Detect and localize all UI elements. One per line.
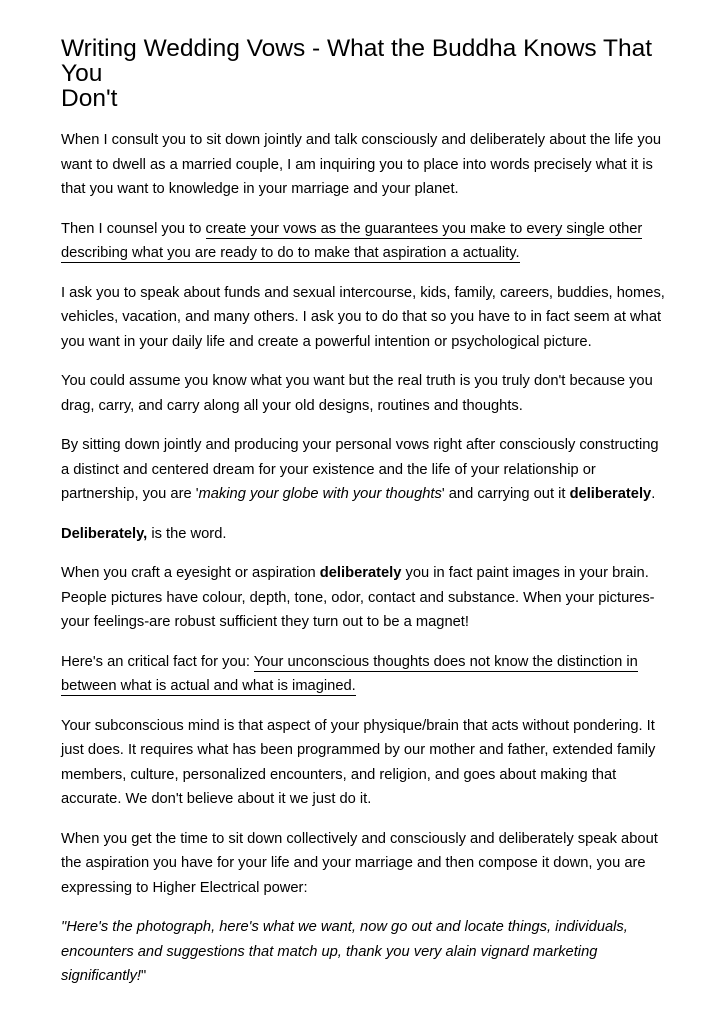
unconscious-link-continued[interactable]: between what is actual and what is imagined.	[61, 678, 356, 694]
paragraph-text: ' and carrying out it	[441, 486, 570, 502]
paragraph-line: drag, carry, and carry along all your old designs, routines and thoughts.	[61, 397, 523, 414]
vows-link[interactable]: create your vows as the guarantees you make to every single other	[205, 220, 643, 237]
paragraph-line: the aspiration you have for your life and your marriage and then compose it down, you are	[61, 855, 646, 871]
paragraph-line: want to dwell as a married couple, I am inquiring you to place into words precisely what it is	[61, 156, 653, 173]
paragraph-1	[61, 128, 672, 202]
quote-close: "	[141, 968, 147, 984]
paragraph-text: Here's an critical fact for you:	[61, 653, 254, 670]
paragraph-line: When I consult you to sit down jointly and talk consciously and deliberately about the life you	[61, 132, 662, 148]
paragraph-line: just does. It requires what has been programmed by our mother and father, extended family	[61, 742, 656, 758]
paragraph-text: you in fact paint images in your brain.	[401, 565, 649, 581]
paragraph-text: .	[651, 486, 656, 502]
paragraph-line: your feelings-are robust sufficient they turn out to be a magnet!	[61, 614, 469, 630]
paragraph-text: is the word.	[147, 525, 227, 542]
paragraph-7	[61, 561, 672, 635]
page-title	[61, 36, 672, 111]
italic-phrase: making your globe with your thoughts	[198, 486, 442, 502]
paragraph-3	[61, 281, 672, 355]
paragraph-line: expressing to Higher Electrical power:	[61, 879, 308, 896]
paragraph-text: When you craft a eyesight or aspiration	[61, 565, 320, 581]
paragraph-text: partnership, you are '	[61, 486, 199, 502]
bold-word: deliberately	[569, 486, 652, 502]
paragraph-line: accurate. We don't believe about it we just do it.	[61, 791, 372, 807]
quote-line: significantly!	[61, 968, 141, 984]
paragraph-line: you want in your daily life and create a powerful intention or psychological picture.	[61, 333, 592, 350]
paragraph-line: members, culture, personalized encounters, and religion, and goes about making that	[61, 766, 617, 783]
paragraph-line: By sitting down jointly and producing your personal vows right after consciously constructing	[61, 437, 659, 453]
title-line-1: Writing Wedding Vows - What the Buddha Knows That You	[61, 35, 653, 87]
paragraph-line: I ask you to speak about funds and sexual intercourse, kids, family, careers, buddies, homes,	[61, 284, 665, 301]
paragraph-line: Your subconscious mind is that aspect of your physique/brain that acts without pondering. It	[61, 717, 655, 734]
quote-line: encounters and suggestions that match up, thank you very alain vignard marketing	[61, 943, 598, 960]
paragraph-6	[61, 522, 672, 547]
paragraph-10	[61, 827, 672, 901]
bold-word: deliberately	[319, 565, 402, 581]
paragraph-line: You could assume you know what you want but the real truth is you truly don't because you	[61, 373, 653, 389]
paragraph-5	[61, 433, 672, 507]
paragraph-line: People pictures have colour, depth, tone, odor, contact and substance. When your pictures-	[61, 589, 655, 606]
paragraph-line: a distinct and centered dream for your existence and the life of your relationship or	[61, 461, 596, 478]
paragraph-line: When you get the time to sit down collectively and consciously and deliberately speak about	[61, 830, 658, 847]
title-line-2: Don't	[61, 85, 118, 112]
paragraph-4	[61, 369, 672, 418]
paragraph-8	[61, 650, 672, 699]
paragraph-11-quote	[61, 915, 672, 989]
bold-word: Deliberately,	[61, 525, 148, 542]
quote-line: "Here's the photograph, here's what we want, now go out and locate things, individuals,	[61, 919, 628, 935]
unconscious-link[interactable]: Your unconscious thoughts does not know the distinction in	[253, 653, 638, 670]
paragraph-line: vehicles, vacation, and many others. I ask you to do that so you have to in fact seem at what	[61, 309, 662, 325]
paragraph-2	[61, 217, 672, 266]
paragraph-text: Then I counsel you to	[61, 220, 206, 237]
vows-link-continued[interactable]: describing what you are ready to do to make that aspiration a actuality.	[61, 245, 520, 261]
paragraph-line: that you want to knowledge in your marriage and your planet.	[61, 181, 459, 197]
paragraph-9	[61, 714, 672, 812]
